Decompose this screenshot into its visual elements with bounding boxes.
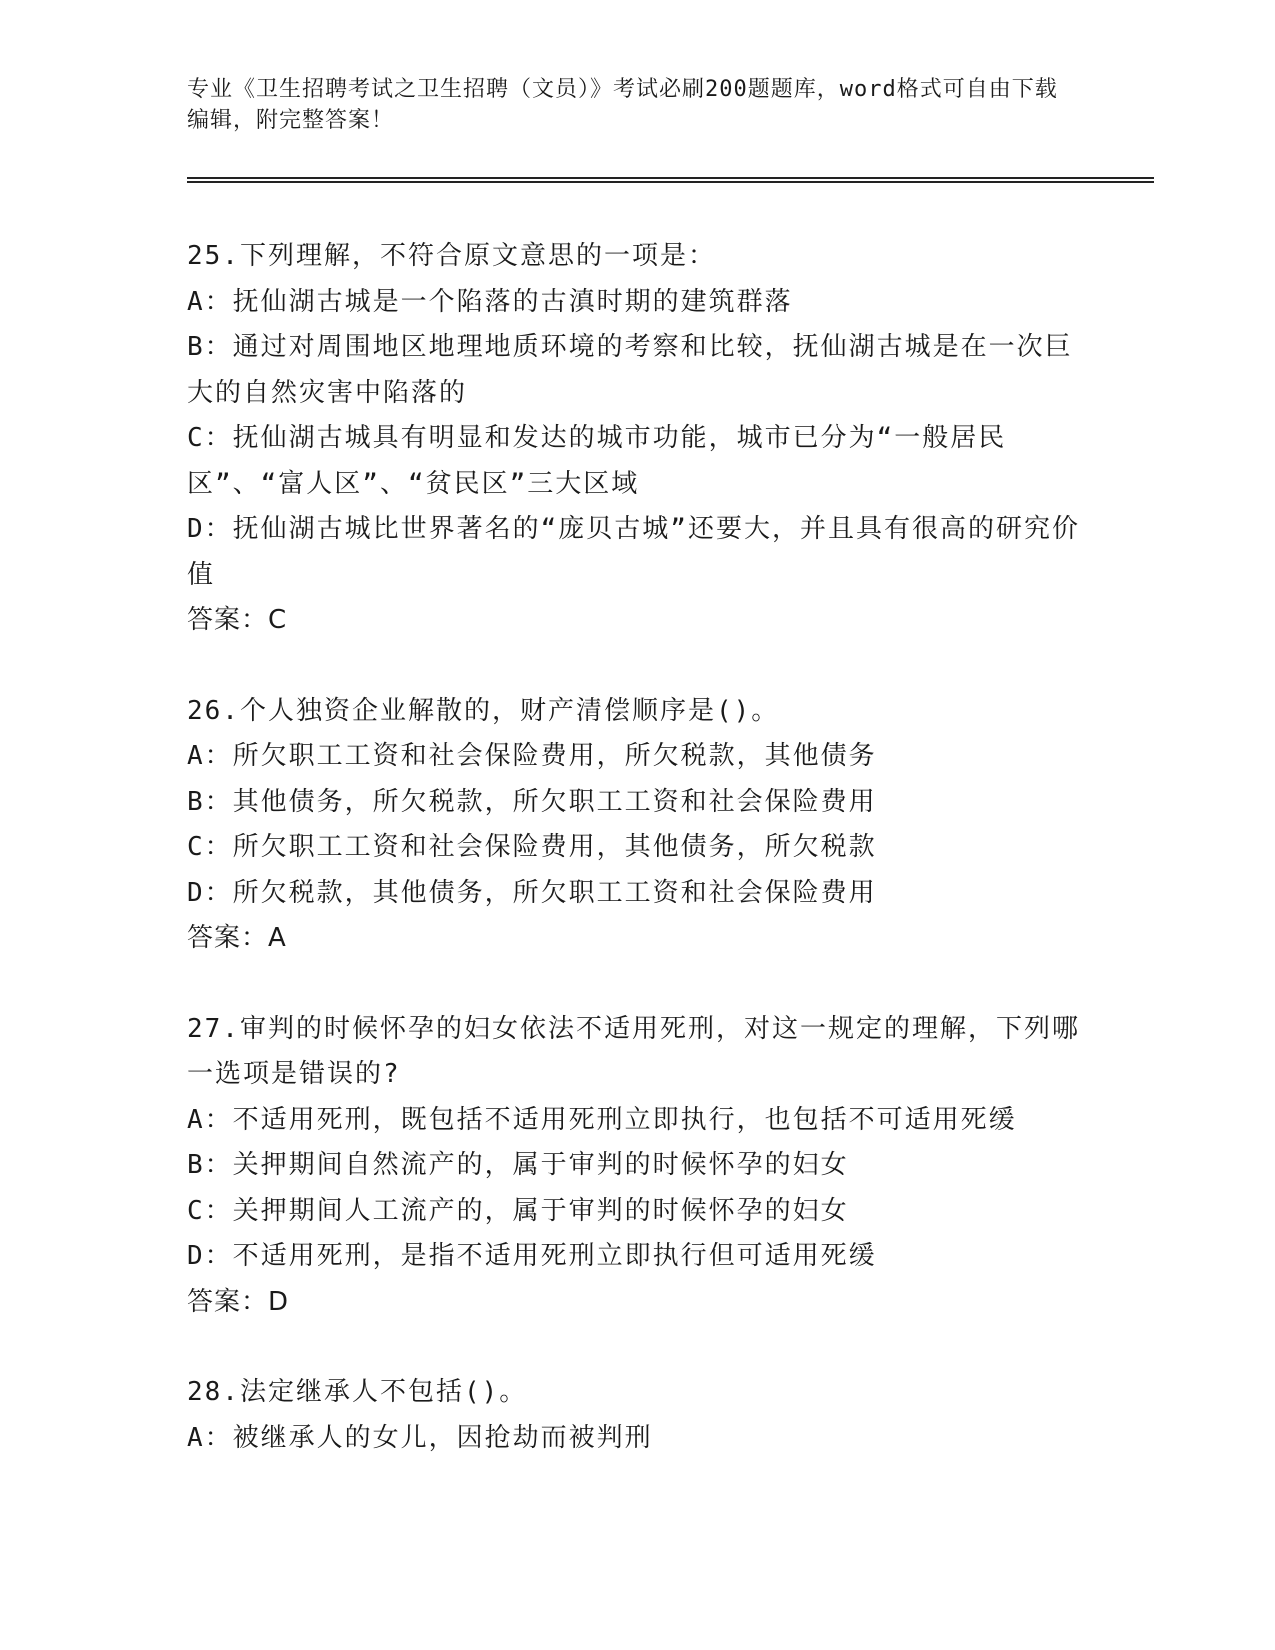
- question-stem: 27.审判的时候怀孕的妇女依法不适用死刑，对这一规定的理解，下列哪一选项是错误的?: [187, 1013, 1080, 1089]
- option-a: A：抚仙湖古城是一个陷落的古滇时期的建筑群落: [187, 286, 793, 317]
- option-a: A：不适用死刑，既包括不适用死刑立即执行，也包括不可适用死缓: [187, 1104, 1017, 1135]
- question-stem: 25.下列理解，不符合原文意思的一项是：: [187, 241, 716, 271]
- option-b: B：其他债务，所欠税款，所欠职工工资和社会保险费用: [187, 786, 877, 817]
- question-stem: 28.法定继承人不包括()。: [187, 1377, 528, 1407]
- option-b: B：通过对周围地区地理地质环境的考察和比较，抚仙湖古城是在一次巨大的自然灾害中陷落的: [187, 332, 1073, 408]
- option-d: D：不适用死刑，是指不适用死刑立即执行但可适用死缓: [187, 1241, 877, 1271]
- option-a: A：所欠职工工资和社会保险费用，所欠税款，其他债务: [187, 741, 877, 771]
- option-d: D：抚仙湖古城比世界著名的“庞贝古城”还要大，并且具有很高的研究价值: [187, 514, 1080, 590]
- option-c: C：抚仙湖古城具有明显和发达的城市功能，城市已分为“一般居民区”、“富人区”、“贫民区”三大区域: [187, 423, 1007, 499]
- question-25: [187, 234, 1087, 644]
- option-d: D：所欠税款，其他债务，所欠职工工资和社会保险费用: [187, 877, 877, 908]
- answer: 答案：A: [187, 923, 287, 953]
- question-26: [187, 689, 1087, 962]
- option-c: C：所欠职工工资和社会保险费用，其他债务，所欠税款: [187, 832, 877, 862]
- question-28: [187, 1370, 1087, 1461]
- option-a: A：被继承人的女儿，因抢劫而被判刑: [187, 1422, 653, 1453]
- document-header: 专业《卫生招聘考试之卫生招聘（文员）》考试必刷200题题库，word格式可自由下载编辑，附完整答案！: [187, 77, 1058, 133]
- answer: 答案：D: [187, 1286, 290, 1317]
- option-c: C：关押期间人工流产的，属于审判的时候怀孕的妇女: [187, 1195, 849, 1226]
- answer: 答案：C: [187, 605, 288, 635]
- question-stem: 26.个人独资企业解散的，财产清偿顺序是()。: [187, 695, 780, 726]
- header-divider: [187, 177, 1154, 183]
- question-list: [187, 234, 1087, 1506]
- option-b: B：关押期间自然流产的，属于审判的时候怀孕的妇女: [187, 1150, 849, 1180]
- question-27: [187, 1007, 1087, 1326]
